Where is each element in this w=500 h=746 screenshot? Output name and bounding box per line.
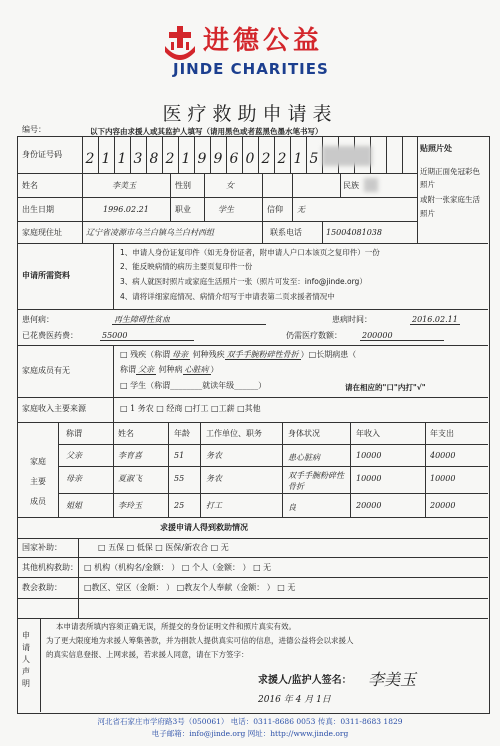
member-cell-rel: 姐姐 [66,501,82,510]
aid-church-options: □教区、堂区（金额： ） □教友个人奉献（金额： ） □ 无 [84,583,296,592]
photo-note: 或附一张家庭生活 [420,195,480,204]
gender-label: 性别 [175,181,191,190]
id-digit: 2 [85,151,95,167]
line [17,309,488,310]
address-label: 家庭现住址 [22,228,62,237]
member-cell-age: 51 [174,451,185,460]
id-digit: 8 [149,151,159,167]
members-header-cell: 年收入 [356,429,380,438]
member-cell-expense: 20000 [430,501,456,510]
members-header-cell: 年支出 [430,429,454,438]
line [350,422,351,517]
line [417,136,418,243]
footer-contact[interactable]: 电子邮箱：info@jinde.org 网址：http://www.jinde.org [151,729,349,738]
redaction [322,146,372,166]
form-title: 医疗救助申请表 [162,103,338,125]
aid-gov-label: 国家补助： [22,543,62,552]
income-label: 家庭收入主要来源 [22,404,86,413]
line [17,243,488,244]
redaction [364,178,378,192]
line [17,598,488,599]
line [386,136,387,173]
member-cell-health: 良 [288,503,296,512]
member-cell-rel: 父亲 [66,451,82,460]
declaration-text: 的真实信息登报、上网求援，若求援人同意，请在下方签字： [46,650,249,659]
id-digit: 2 [165,151,175,167]
logo-english-text: JINDE CHARITIES [173,60,329,78]
line [262,173,263,221]
declaration-text: 本申请表所填内容须正确无误，所提交的身份证明文件和照片真实有效。 [56,622,296,631]
members-header-cell: 称谓 [66,429,82,438]
line [170,173,171,221]
aid-gov-options: □ 五保 □ 低保 □ 医保/新农合 □ 无 [98,543,229,552]
id-digit: 6 [229,151,239,167]
disabled-row2: 称谓 父亲 何种病 心脏病 ） [120,365,219,374]
jinde-logo [163,18,343,78]
phone-label: 联系电话 [270,228,302,237]
member-cell-job: 打工 [206,501,222,510]
id-digit: 9 [213,151,223,167]
disease-label: 患何病： [22,315,54,324]
member-cell-name: 李育喜 [118,451,142,460]
member-cell-rel: 母亲 [66,474,82,483]
aid-header: 求援申请人得到救助情况 [160,523,248,532]
line [17,221,417,222]
id-digit: 1 [293,151,303,167]
job-value: 学生 [218,205,234,214]
line [17,422,488,423]
members-header-cell: 身体状况 [288,429,320,438]
signature-value: 李美玉 [368,670,417,689]
photo-note: 照片 [420,180,435,189]
photo-title: 贴照片处 [420,144,452,153]
line [40,618,41,712]
member-cell-job: 务农 [206,474,222,483]
line [425,422,426,517]
date-value: 2016 年 4 月 1日 [258,695,331,705]
onset-label: 患病时间： [332,315,372,324]
photo-note: 照片 [420,209,435,218]
member-cell-name: 夏淑飞 [118,474,142,483]
cross-hands-icon [163,24,197,64]
line [17,557,488,558]
spent-label: 已花费医药费： [22,331,78,340]
line [322,221,323,243]
member-cell-income: 10000 [356,474,382,483]
line [58,444,488,445]
line [17,517,488,518]
id-digit: 1 [101,151,111,167]
member-cell-age: 55 [174,474,185,483]
disabled-hint: 请在相应的"口"内打"√" [345,383,426,392]
member-cell-expense: 40000 [430,451,456,460]
line [168,422,169,517]
onset-value: 2016.02.11 [412,315,458,324]
member-cell-name: 李玲玉 [118,501,142,510]
name-value: 李美玉 [112,181,136,190]
signature-label: 求援人/监护人签名： [258,675,352,686]
members-header-cell: 工作单位、职务 [206,429,262,438]
member-cell-health: 患心脏病 [288,453,320,462]
job-label: 职业 [175,205,191,214]
member-cell-expense: 10000 [430,474,456,483]
faith-value: 无 [297,205,305,214]
id-digit: 2 [261,151,271,167]
id-digit: 5 [309,151,319,167]
disease-value: 再生障碍性贫血 [112,316,266,325]
materials-item: 4、请将详细家庭情况、病情介绍写于申请表第二页求援者情况中 [120,292,335,301]
line [58,466,488,467]
materials-item: 1、申请人身份证复印件（如无身份证者，附申请人户口本该页之复印件）一份 [120,248,380,257]
faith-label: 信仰 [267,205,283,214]
members-header-cell: 姓名 [118,429,134,438]
line [113,345,114,397]
id-digit: 9 [197,151,207,167]
line [17,173,417,174]
line [402,136,403,173]
disabled-row1: □ 残疾（称谓 母亲 何种残疾 双手手腕粉碎性骨折 ）□长期病患（ [120,350,357,359]
id-digit: 2 [277,151,287,167]
disabled-row3: □ 学生（称谓________就读年级______） [120,381,267,390]
footer-address: 河北省石家庄市学府路3号（050061） 电话：0311-8686 0053 传真：0311-8683 1829 [97,717,403,726]
declaration-text: 为了更大限度地为求援人筹集善款，并为捐款人提供真实可信的信息，进德公益将会以求援人 [46,636,354,645]
members-header-cell: 年龄 [174,429,190,438]
instruction-top: 以下内容由求援人或其监护人填写（请用黑色或者蓝黑色墨水笔书写） [90,127,323,136]
number-label: 编号： [22,125,46,134]
member-cell-age: 25 [174,501,185,510]
id-digit: 1 [181,151,191,167]
line [340,173,341,197]
line [113,422,114,517]
need-label: 仍需医疗数额： [286,331,342,340]
line [17,618,488,619]
aid-org-label: 其他机构救助： [22,563,78,572]
line [17,538,488,539]
line [58,422,59,517]
declaration-label: 申请人声明 [22,631,30,688]
id-digit: 1 [117,151,127,167]
members-label: 家庭主要成员 [30,457,46,506]
materials-item: 2、能反映病情的病历主要页复印件一份 [120,262,253,271]
member-cell-income: 10000 [356,451,382,460]
line [113,397,114,422]
line [78,538,79,618]
member-cell-job: 务农 [206,451,222,460]
line [282,422,283,517]
line [204,173,205,221]
ethnic-label: 民族 [343,181,359,190]
line [113,243,114,309]
materials-item: 3、病人就医时照片或家庭生活照片一张（照片可发至：info@jinde.org） [120,277,367,286]
line [17,577,488,578]
line [17,397,488,398]
line [200,422,201,517]
aid-church-label: 教会救助： [22,583,62,592]
disabled-label: 家庭成员有无 [22,366,70,375]
line [292,173,293,221]
name-label: 姓名 [22,181,38,190]
spent-value: 55000 [100,332,194,341]
phone-value: 15004081038 [326,228,382,237]
line [58,493,488,494]
aid-org-options: □ 机构（机构名/金额： ） □ 个人（金额： ） □ 无 [84,563,272,572]
line [17,345,488,346]
id-digit: 0 [245,151,255,167]
photo-note: 近期正面免冠彩色 [420,167,480,176]
logo-chinese-text: 进德公益 [203,26,324,56]
gender-value: 女 [226,181,234,190]
need-value: 200000 [360,332,444,341]
line [17,197,417,198]
income-options: □ 1 务农 □ 经商 □打工 □工薪 □其他 [120,404,261,413]
id-label: 身份证号码 [22,150,62,159]
member-cell-income: 20000 [356,501,382,510]
member-cell-health: 双手手腕粉碎性骨折 [288,471,344,491]
line [262,221,263,243]
materials-label: 申请所需资料 [22,271,70,280]
id-digit: 3 [133,151,143,167]
birth-label: 出生日期 [22,205,54,214]
birth-value: 1996.02.21 [103,205,149,214]
address-value: 辽宁省凌源市乌兰白镇乌兰白村西组 [86,228,214,237]
